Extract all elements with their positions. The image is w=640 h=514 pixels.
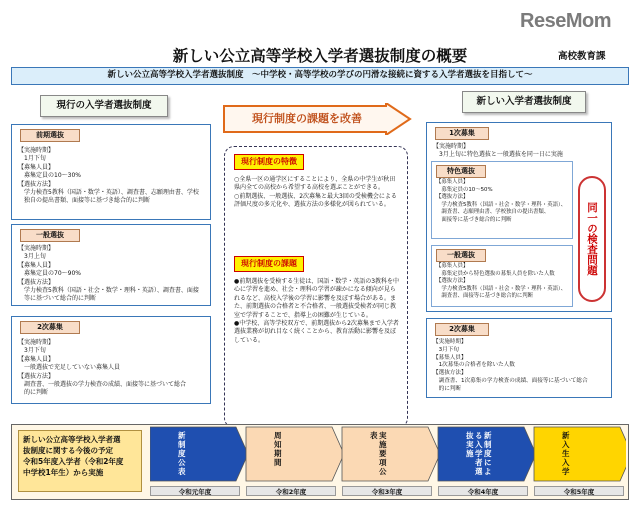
early-selection-line: 学力検査5教科（国語・数学・英語）、調査書、志願理由書、学校 <box>18 189 199 197</box>
same-exam-label: 同一の検査問題 <box>578 176 606 302</box>
special-selection-line: 【募集人員】 <box>436 179 469 185</box>
schedule-year: 令和3年度 <box>342 486 432 496</box>
special-selection-line: 募集定員の10～50% <box>436 186 493 193</box>
current-system-heading: 現行の入学者選抜制度 <box>40 95 168 117</box>
early-selection-line: 1月下旬 <box>18 155 46 163</box>
new-general-selection-details <box>436 263 572 301</box>
issues-tag: 現行制度の課題 <box>234 256 304 272</box>
second-recruit-line: 【実施時期】 <box>18 339 55 346</box>
schedule-title <box>18 430 142 492</box>
schedule-step-arrow <box>246 427 344 481</box>
new-second-recruit-line: 調査書、1次募集の学力検査の成績、面接等に基づいて総合 <box>433 377 588 384</box>
early-selection-panel <box>11 124 211 220</box>
new-general-selection-line: 学力検査5教科（国語・社会・数学・理科・英語）、 <box>436 285 567 292</box>
early-selection-line: 募集定員の10～30% <box>18 172 81 180</box>
new-second-recruit-line: 【実施時期】 <box>433 339 467 345</box>
special-selection-box <box>431 161 573 239</box>
new-second-recruit-details <box>433 339 609 394</box>
second-recruit-tag: 2次募集 <box>20 321 80 334</box>
schedule-step-arrow <box>534 427 626 481</box>
special-selection-line: 調査書、志願理由書、学校独自の提出書類、 <box>436 209 550 216</box>
issues-text: ●前期選抜を受検する生徒は、国語・数学・英語の3教科を中心に学習を進め、社会・理科の学習が疎かになる傾向が見られるなど、高校入学後の学習に影響を及ぼす場合がある。また、前期選抜の合格者と不合格者、一般選抜受検者が同じ教室で学習することで、指導上の困難が生じている。 ●中学校、高等学校双方で、前期選抜から2次募集まで入学者選抜業務が切れ目なく続くことから、教育活動に影響を及ぼしている。 <box>234 278 400 344</box>
schedule-year: 令和4年度 <box>438 486 528 496</box>
schedule-step-label: る入学者選 <box>475 431 483 476</box>
new-general-selection-tag: 一般選抜 <box>436 249 486 262</box>
features-text: ○全県一区の通学区にすることにより、全県の中学生が秋田県内全ての高校から希望する高校を選ぶことができる。 ○前期選抜、一般選抜、2次募集と最大3回の受検機会による評価尺度の多元化や、選抜方法の多様化が図られている。 <box>234 176 397 209</box>
general-selection-line: 3月上旬 <box>18 253 46 261</box>
general-selection-tag: 一般選抜 <box>20 229 80 242</box>
schedule-step-label: 周知期間 <box>274 431 282 467</box>
new-general-selection-line: 調査書、面接等に基づき総合的に判断 <box>436 293 534 300</box>
first-recruit-intro <box>433 143 609 160</box>
second-recruit-line: 的に判断 <box>18 389 49 397</box>
new-second-recruit-line: 【募集人員】 <box>433 354 467 361</box>
special-selection-line: 学力検査5教科（国語・社会・数学・理科・英語）、 <box>436 201 567 208</box>
subtitle-banner: 新しい公立高等学校入学者選抜制度 ～中学校・高等学校の学びの円滑な接続に資する入学者選抜を目指して～ <box>11 67 629 85</box>
special-selection-line: 面接等に基づき総合的に判断 <box>436 216 512 223</box>
schedule-step-arrow <box>342 427 440 481</box>
early-selection-tag: 前期選抜 <box>20 129 80 142</box>
new-second-recruit-line: 【選抜方法】 <box>433 370 467 377</box>
schedule-title-line: 新しい公立高等学校入学者選 <box>23 435 121 444</box>
department-label: 高校教育課 <box>558 51 606 62</box>
early-selection-line: 【募集人員】 <box>18 163 55 171</box>
new-second-recruit-line: 1次募集の合格者を除いた人数 <box>433 362 515 369</box>
schedule-title-line: 中学校1年生）から実施 <box>23 468 104 477</box>
second-recruit-panel <box>11 316 211 404</box>
new-general-selection-box <box>431 245 573 307</box>
first-recruit-intro-line: 3月上旬に特色選抜と一般選抜を同一日に実施 <box>433 151 563 159</box>
schedule-title-line: 令和5年度入学者（令和2年度 <box>23 457 124 466</box>
schedule-steps <box>150 426 626 484</box>
second-recruit-line: 【選抜方法】 <box>18 372 55 380</box>
general-selection-line: 等に基づいて総合的に判断 <box>18 295 97 303</box>
resemom-logo[interactable]: ReseMom <box>520 10 611 32</box>
schedule-step-label: 新入生入学 <box>562 431 570 476</box>
new-general-selection-line: 【募集人員】 <box>436 263 469 269</box>
schedule-step-label: 実施要項公 <box>379 431 387 476</box>
schedule-step-label: 新制度によ <box>484 431 492 476</box>
early-selection-line: 【実施時期】 <box>18 147 55 154</box>
second-recruit-line: 調査書、一般選抜の学力検査の成績、面接等に基づいて総合 <box>18 381 187 389</box>
early-selection-line: 【選抜方法】 <box>18 180 55 188</box>
general-selection-line: 【選抜方法】 <box>18 278 55 286</box>
schedule-title-line: 抜制度に関する今後の予定 <box>23 446 113 455</box>
second-recruit-line: 一般選抜で充足していない募集人員 <box>18 364 121 372</box>
new-second-recruit-tag: 2次募集 <box>435 323 489 336</box>
second-recruit-line: 【募集人員】 <box>18 355 55 363</box>
schedule-step-label: 抜実施 <box>466 431 474 458</box>
page-title: 新しい公立高等学校入学者選抜制度の概要 <box>172 47 468 65</box>
schedule-year: 令和5年度 <box>534 486 624 496</box>
general-selection-line: 【実施時期】 <box>18 245 55 252</box>
general-selection-panel <box>11 224 211 306</box>
schedule-step-label: 新制度公表 <box>178 431 186 476</box>
schedule-step-arrow <box>150 427 248 481</box>
schedule-year: 令和2年度 <box>246 486 336 496</box>
new-system-heading: 新しい入学者選抜制度 <box>462 91 586 113</box>
first-recruit-intro-line: 【実施時期】 <box>433 143 470 150</box>
schedule-year: 令和元年度 <box>150 486 240 496</box>
features-tag: 現行制度の特徴 <box>234 154 304 170</box>
second-recruit-line: 3月下旬 <box>18 347 46 355</box>
early-selection-details <box>18 147 208 206</box>
schedule-step-label: 表 <box>370 431 378 440</box>
new-general-selection-line: 募集定員から特色選抜の募集人員を除いた人数 <box>436 270 555 277</box>
special-selection-tag: 特色選抜 <box>436 165 486 178</box>
special-selection-details <box>436 179 572 225</box>
new-second-recruit-line: 3月下旬 <box>433 346 459 353</box>
general-selection-line: 【募集人員】 <box>18 261 55 269</box>
new-second-recruit-line: 的に判断 <box>433 385 461 392</box>
general-selection-details <box>18 245 208 304</box>
special-selection-line: 【選抜方法】 <box>436 194 469 201</box>
early-selection-line: 独自の提出書類、面接等に基づき総合的に判断 <box>18 197 151 205</box>
improvement-arrow-label: 現行制度の課題を改善 <box>252 112 362 125</box>
first-recruit-tag: 1次募集 <box>435 127 489 140</box>
second-recruit-details <box>18 339 208 398</box>
general-selection-line: 募集定員の70～90% <box>18 270 81 278</box>
new-general-selection-line: 【選抜方法】 <box>436 278 469 285</box>
new-second-recruit-panel <box>426 318 612 398</box>
general-selection-line: 学力検査5教科（国語・社会・数学・理科・英語）、調査書、面接 <box>18 287 199 295</box>
